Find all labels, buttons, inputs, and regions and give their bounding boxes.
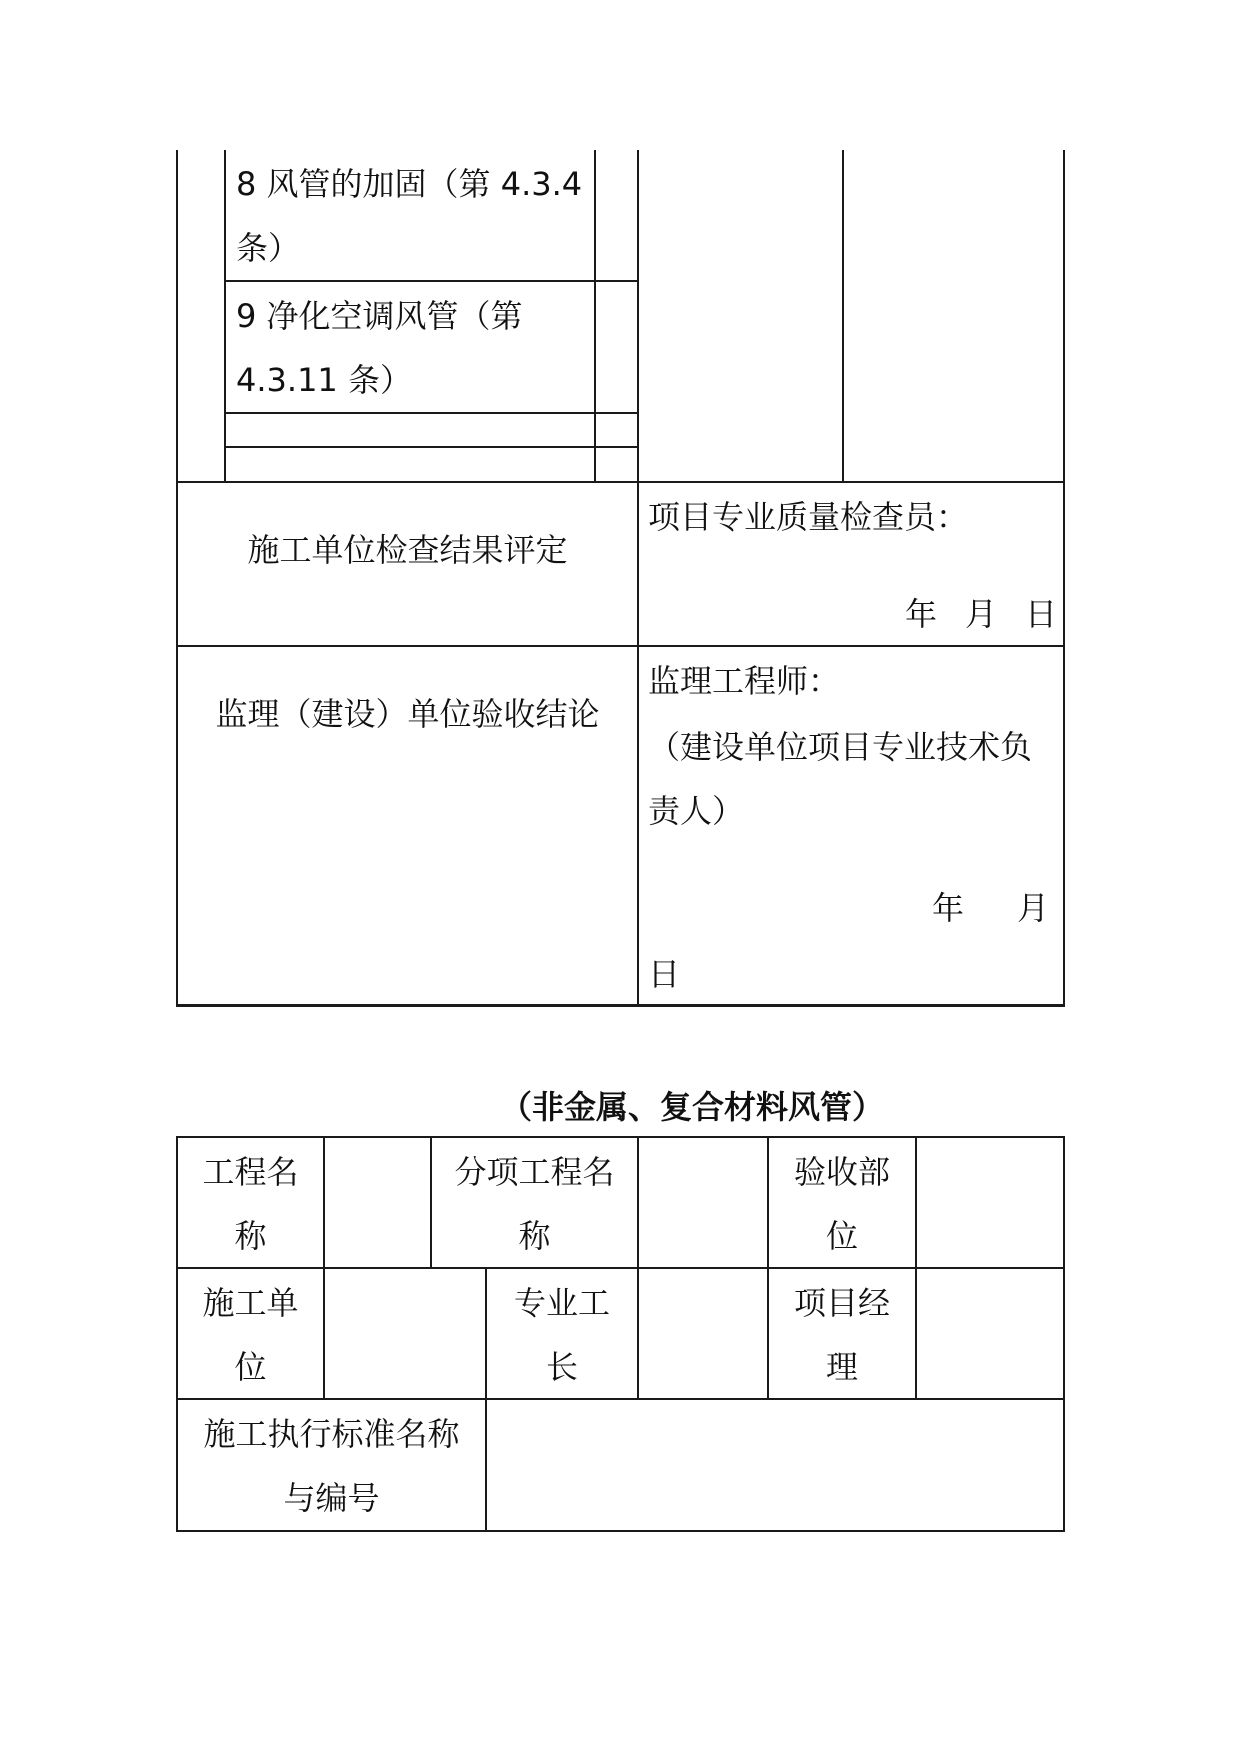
pm-label-l1: 项目经 <box>793 1284 890 1322</box>
item-8-line1: 8 风管的加固（第 4.3.4 <box>236 165 583 203</box>
divider <box>176 1004 1065 1007</box>
divider <box>224 446 639 448</box>
divider <box>915 1136 917 1400</box>
project-name-label-l2: 称 <box>234 1217 267 1255</box>
divider <box>176 481 1065 483</box>
divider <box>224 280 639 282</box>
construction-eval-label: 施工单位检查结果评定 <box>247 531 568 569</box>
sub-project-label-l1: 分项工程名 <box>454 1153 615 1191</box>
supervision-engineer-label: 监理工程师： <box>648 662 841 700</box>
divider <box>224 150 226 483</box>
divider <box>842 150 844 483</box>
sub-project-label-l2: 称 <box>518 1217 551 1255</box>
quality-inspector-label: 项目专业质量检查员： <box>648 498 969 536</box>
standard-label-l2: 与编号 <box>283 1479 380 1517</box>
border-right <box>1063 1136 1065 1532</box>
pm-label-l2: 理 <box>825 1348 858 1386</box>
supervision-conclusion-label: 监理（建设）单位验收结论 <box>215 695 600 733</box>
project-name-label-l1: 工程名 <box>202 1153 299 1191</box>
section-subtitle: （非金属、复合材料风管） <box>500 1088 885 1126</box>
contractor-label-l1: 施工单 <box>202 1284 299 1322</box>
date2-month: 月 <box>1017 889 1050 927</box>
date-month: 月 <box>965 595 998 633</box>
border-right <box>1063 150 1065 1006</box>
acceptance-part-label-l1: 验收部 <box>793 1153 890 1191</box>
contractor-label-l2: 位 <box>234 1348 267 1386</box>
divider <box>224 412 639 414</box>
item-8-line2: 条） <box>236 229 301 267</box>
foreman-label-l1: 专业工 <box>513 1284 610 1322</box>
item-9-line1: 9 净化空调风管（第 <box>236 297 523 335</box>
foreman-label-l2: 长 <box>545 1348 578 1386</box>
divider <box>323 1136 325 1400</box>
item-9-line2: 4.3.11 条） <box>236 361 412 399</box>
border-top <box>176 1136 1065 1138</box>
date-day: 日 <box>1025 595 1058 633</box>
date2-year: 年 <box>932 889 965 927</box>
divider <box>637 1136 639 1400</box>
owner-rep-line1: （建设单位项目专业技术负 <box>648 728 1033 766</box>
date-year: 年 <box>905 595 938 633</box>
divider <box>594 150 596 483</box>
date2-day: 日 <box>648 955 681 993</box>
divider <box>637 150 639 1006</box>
owner-rep-line2: 责人） <box>648 792 745 830</box>
border-bottom <box>176 1530 1065 1532</box>
standard-label-l1: 施工执行标准名称 <box>203 1415 460 1453</box>
acceptance-part-label-l2: 位 <box>825 1217 858 1255</box>
